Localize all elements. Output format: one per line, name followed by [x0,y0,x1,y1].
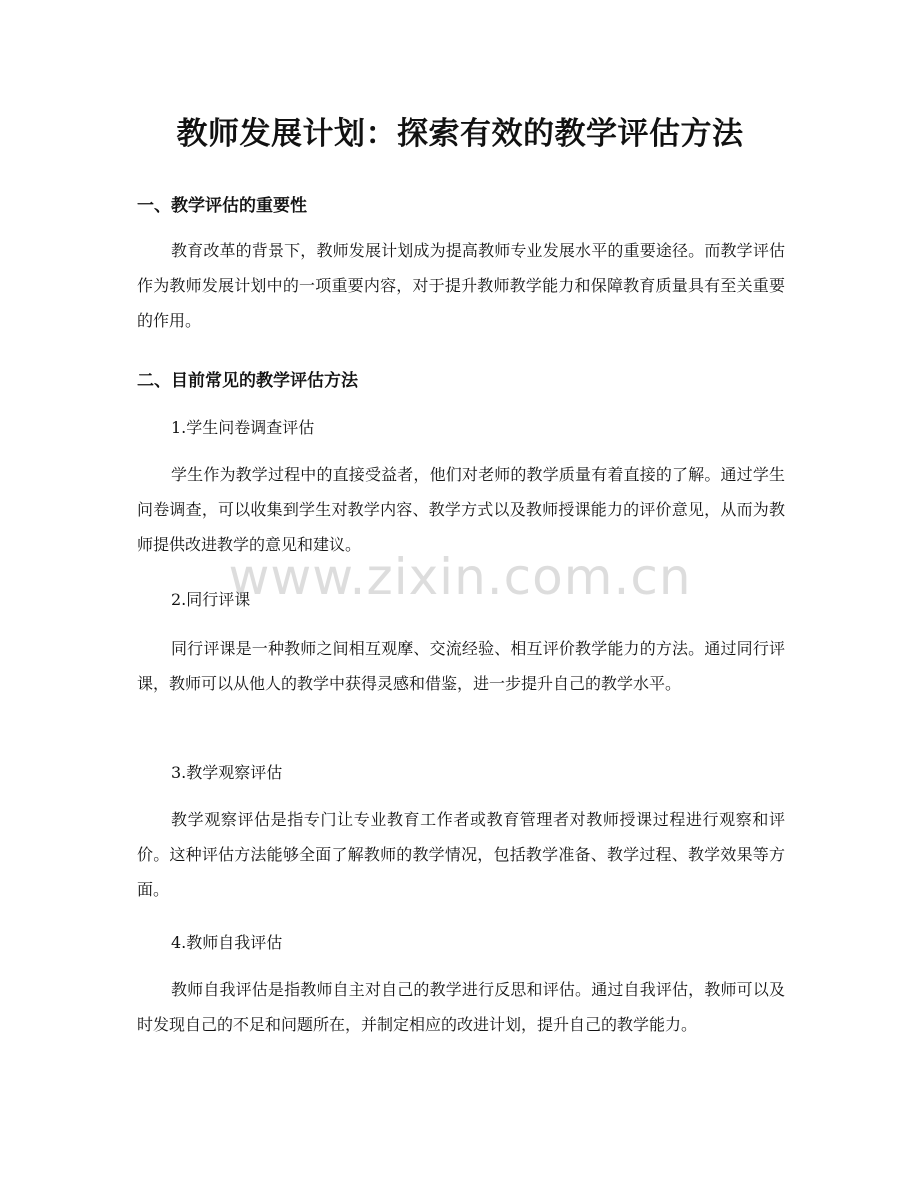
method-title-self-evaluation: 4.教师自我评估 [171,933,283,952]
method-paragraph-observation: 教学观察评估是指专门让专业教育工作者或教育管理者对教师授课过程进行观察和评价。这种评估方法能够全面了解教师的教学情况，包括教学准备、教学过程、教学效果等方面。 [137,810,785,899]
method-title-peer-review: 2.同行评课 [171,590,251,609]
method-paragraph-student-survey: 学生作为教学过程中的直接受益者，他们对老师的教学质量有着直接的了解。通过学生问卷调查，可以收集到学生对教学内容、教学方式以及教师授课能力的评价意见，从而为教师提供改进教学的意见和建议。 [137,465,785,554]
method-title-observation: 3.教学观察评估 [171,763,283,782]
method-title-student-survey: 1.学生问卷调查评估 [171,418,315,437]
page-title: 教师发展计划：探索有效的教学评估方法 [176,116,744,152]
method-paragraph-self-evaluation: 教师自我评估是指教师自主对自己的教学进行反思和评估。通过自我评估，教师可以及时发现自己的不足和问题所在，并制定相应的改进计划，提升自己的教学能力。 [137,980,785,1034]
section-heading-importance: 一、教学评估的重要性 [137,196,307,216]
method-paragraph-peer-review: 同行评课是一种教师之间相互观摩、交流经验、相互评价教学能力的方法。通过同行评课，教师可以从他人的教学中获得灵感和借鉴，进一步提升自己的教学水平。 [137,639,785,693]
section-heading-methods: 二、目前常见的教学评估方法 [137,371,358,391]
watermark: www.zixin.com.cn [228,548,692,606]
section-paragraph-importance: 教育改革的背景下，教师发展计划成为提高教师专业发展水平的重要途径。而教学评估作为教师发展计划中的一项重要内容，对于提升教师教学能力和保障教育质量具有至关重要的作用。 [137,241,785,330]
